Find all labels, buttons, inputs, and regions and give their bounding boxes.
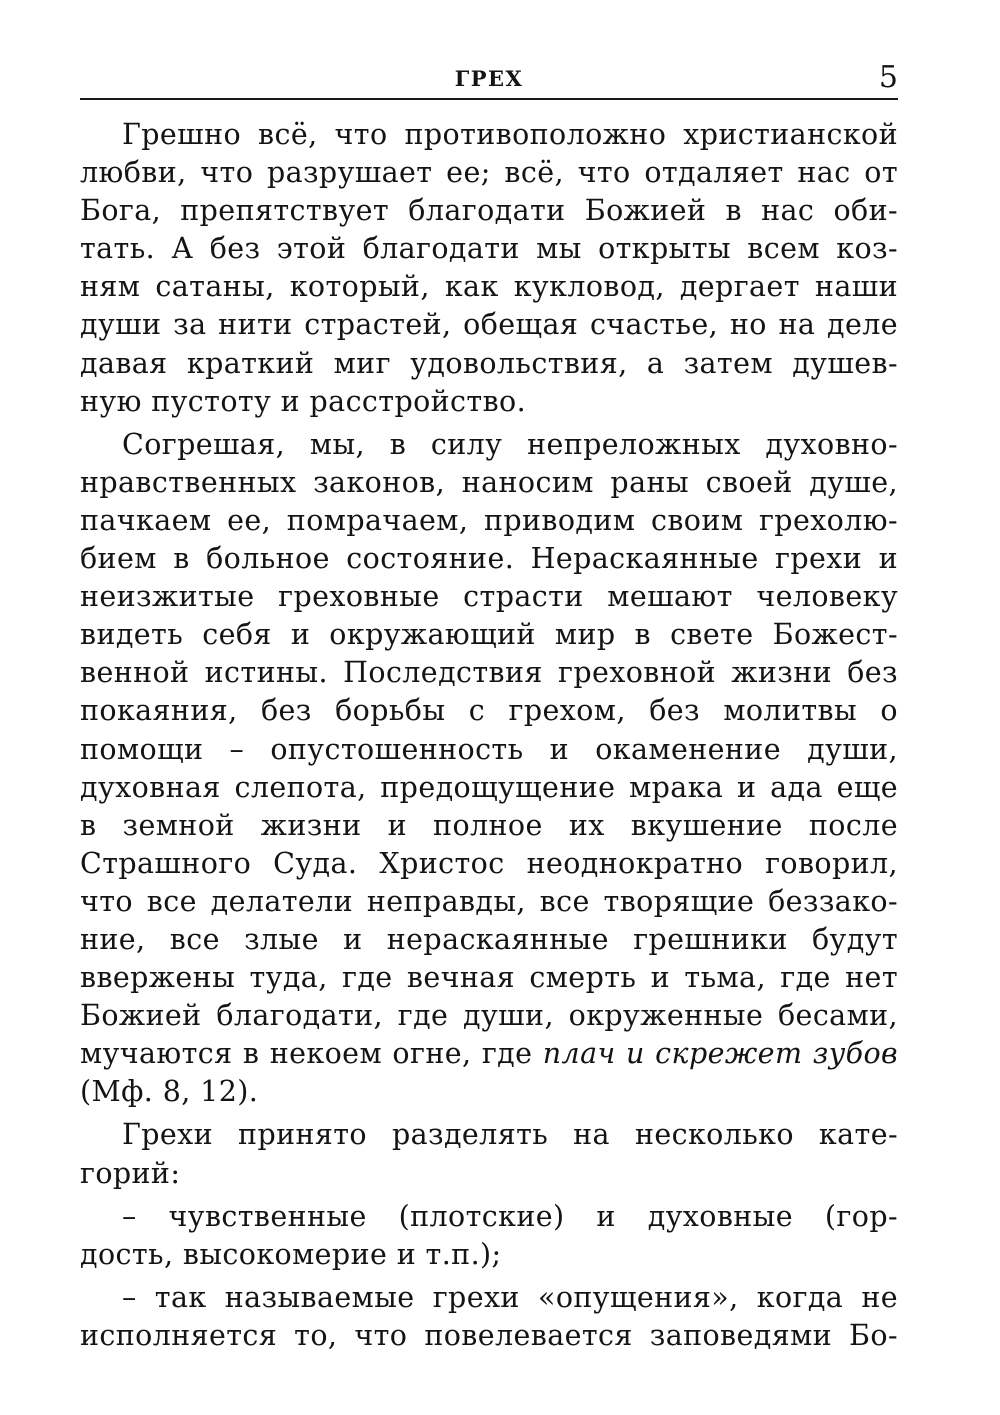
text-line: духовная слепота, предощущение мрака и ада еще <box>80 770 898 804</box>
text-line: что все делатели неправды, все творящие беззако- <box>80 884 898 918</box>
text-line: – так называемые грехи «опущения», когда не <box>122 1280 898 1314</box>
text-line: Бога, препятствует благодати Божией в нас оби- <box>80 194 898 228</box>
list-item <box>80 1279 898 1355</box>
text-line: бием в больное состояние. Нераскаянные грехи и <box>80 542 898 576</box>
body-text <box>80 116 898 1355</box>
list-item <box>80 1198 898 1274</box>
scripture-reference: (Мф. 8, 12). <box>80 1075 259 1109</box>
text-line: ввержены туда, где вечная смерть и тьма, где нет <box>80 961 898 995</box>
paragraph-3 <box>80 1116 898 1192</box>
text-line: исполняется то, что повелевается заповедями Бо- <box>80 1318 898 1352</box>
text-line: любви, что разрушает ее; всё, что отдаляет нас от <box>80 156 898 190</box>
text-line: души за нити страстей, обещая счастье, но на деле <box>80 308 898 342</box>
italic-quote: плач и скрежет зубов <box>542 1037 898 1071</box>
paragraph-1 <box>80 116 898 421</box>
chapter-title: ГРЕХ <box>454 66 524 91</box>
paragraph-2 <box>80 426 898 1112</box>
text-line: давая краткий миг удовольствия, а затем душев- <box>80 346 898 380</box>
text-line: Грехи принято разделять на несколько кате- <box>122 1118 898 1152</box>
text-line: ням сатаны, который, как кукловод, дергает наши <box>80 270 898 304</box>
text-line: венной истины. Последствия греховной жизни без <box>80 656 898 690</box>
text-line: ную пустоту и расстройство. <box>80 384 527 418</box>
text-line: ние, все злые и нераскаянные грешники будут <box>80 922 898 956</box>
text-line: пачкаем ее, помрачаем, приводим своим грехолю- <box>80 503 898 537</box>
text-line: Грешно всё, что противоположно христианской <box>122 118 898 151</box>
text-line: Божией благодати, где души, окруженные бесами, <box>80 999 898 1033</box>
text-line: Согрешая, мы, в силу непреложных духовно- <box>122 427 898 461</box>
text-line: Страшного Суда. Христос неоднократно говорил, <box>80 846 898 880</box>
text-line: – чувственные (плотские) и духовные (гор- <box>122 1199 898 1233</box>
text-line: в земной жизни и полное их вкушение после <box>80 808 898 842</box>
text-line: видеть себя и окружающий мир в свете Божест- <box>80 618 898 652</box>
text-line: неизжитые греховные страсти мешают человеку <box>80 580 898 614</box>
text-line-with-italic <box>80 1035 898 1073</box>
text-line: покаяния, без борьбы с грехом, без молитвы о <box>80 694 898 728</box>
text-line: помощи – опустошенность и окаменение души, <box>80 732 898 766</box>
page-number: 5 <box>878 60 898 95</box>
running-header <box>80 62 898 100</box>
text-line: нравственных законов, наносим раны своей душе, <box>80 465 898 499</box>
text-line: тать. А без этой благодати мы открыты всем коз- <box>80 232 898 266</box>
text-line: горий: <box>80 1156 181 1190</box>
text-run: мучаются в некоем огне, где <box>80 1037 543 1071</box>
text-line: дость, высокомерие и т.п.); <box>80 1237 502 1271</box>
